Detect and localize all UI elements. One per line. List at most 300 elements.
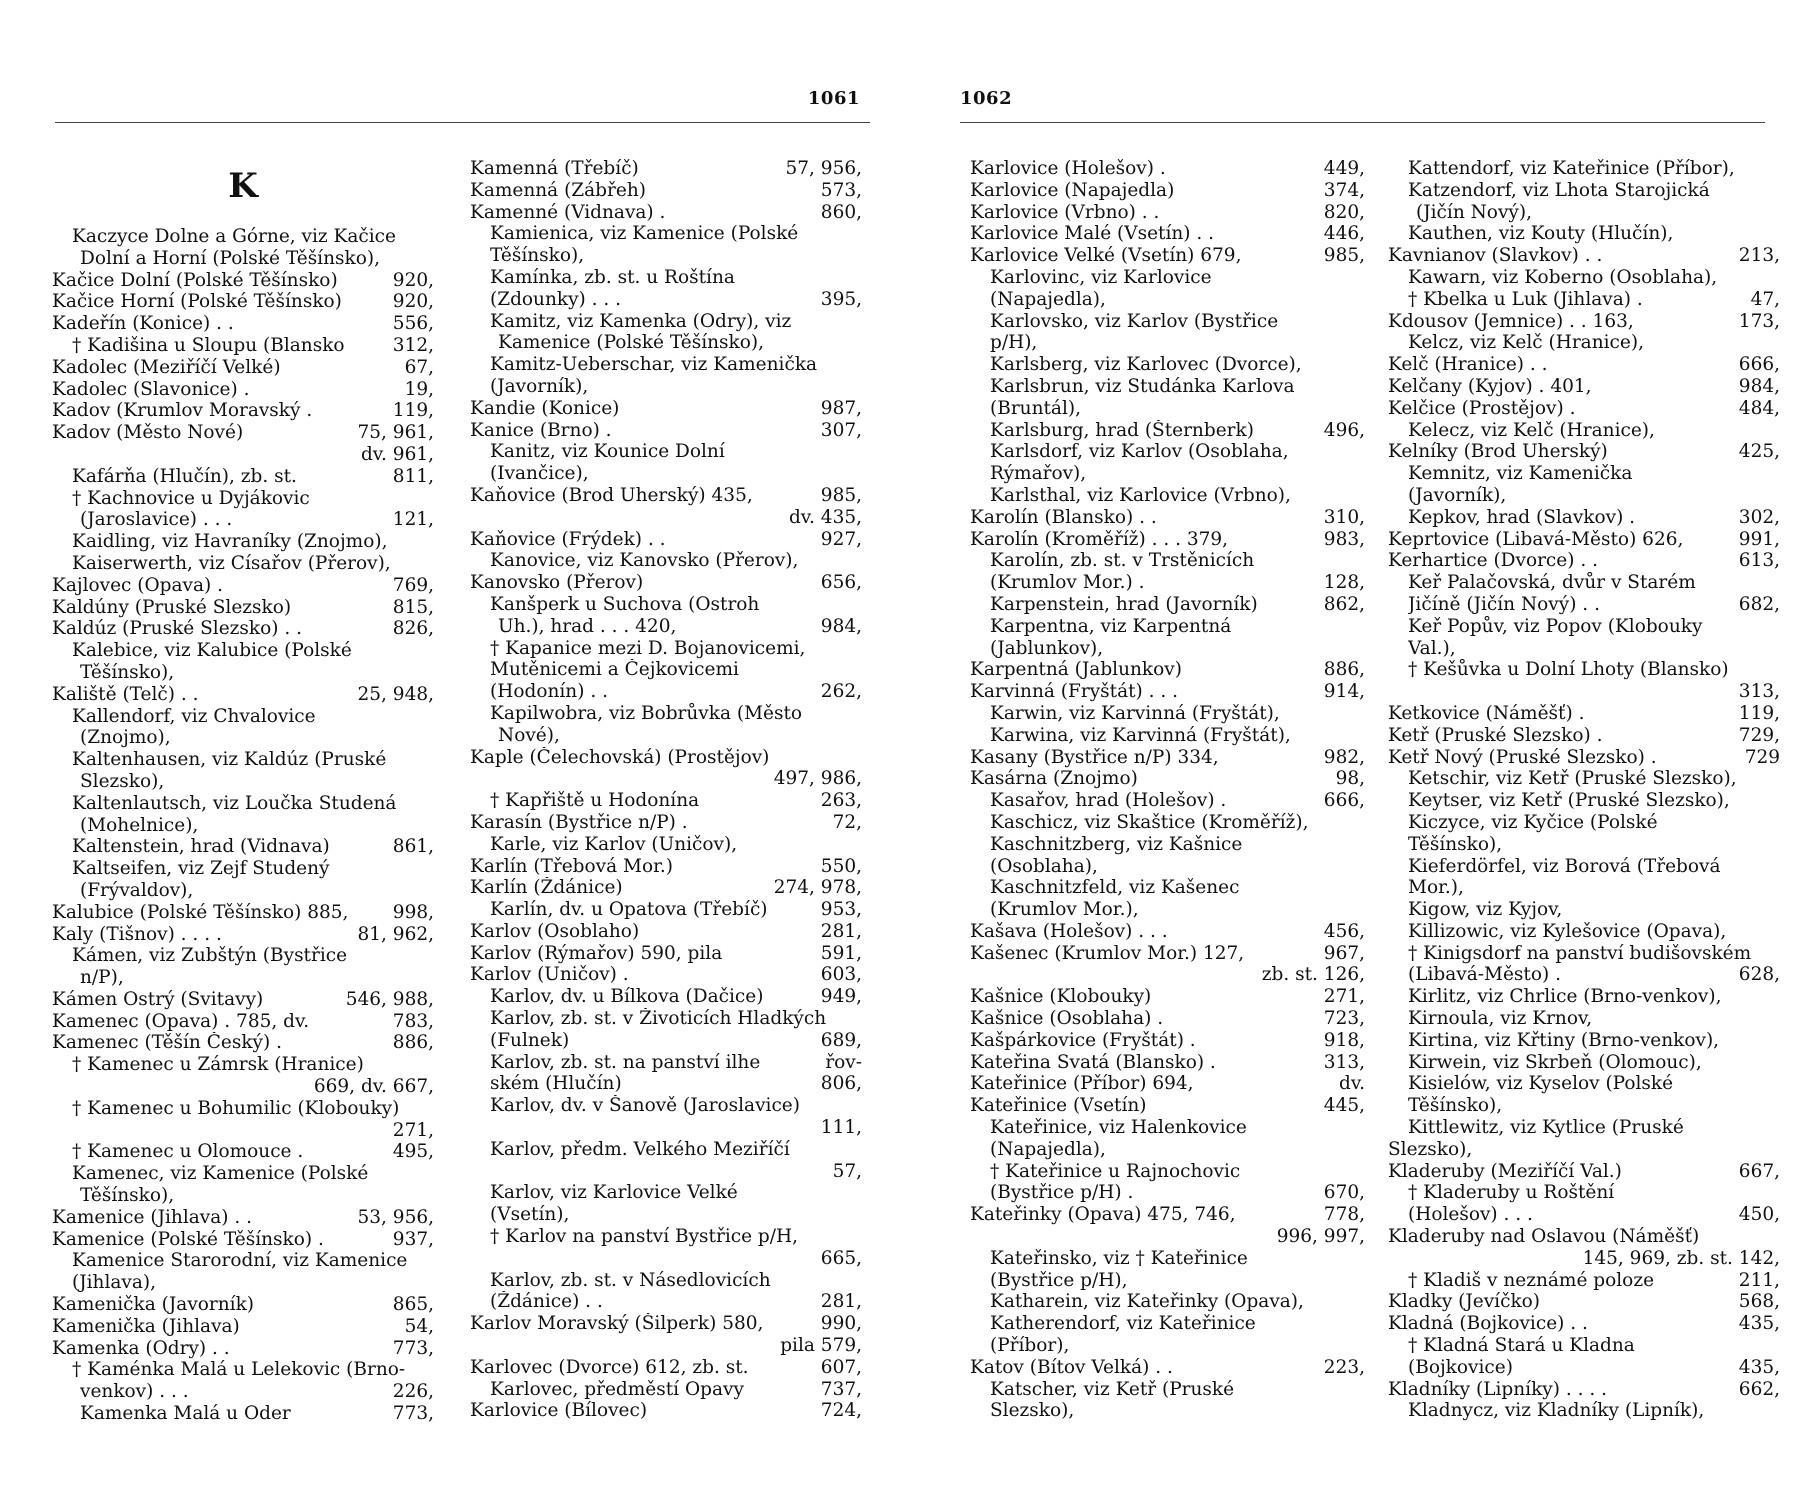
entry-text: Těšínsko), <box>490 245 585 267</box>
entry-reference: 984, <box>820 615 862 637</box>
entry-text: Těšínsko), <box>80 661 175 683</box>
entry-text: Kateřinky (Opava) 475, 746, <box>970 1204 1236 1226</box>
entry-text: Kadeřín (Konice) . . <box>52 313 234 335</box>
entry-text: (Javorník), <box>490 375 589 397</box>
entry-text: Kallendorf, viz Chvalovice <box>72 705 316 727</box>
index-entries <box>52 226 434 1425</box>
entry-text: (Příbor), <box>990 1335 1070 1357</box>
entry-text: † Kladeruby u Roštění <box>1408 1182 1615 1204</box>
column-2 <box>1388 158 1780 1422</box>
entry-reference: 111, <box>820 1117 862 1139</box>
entry-text: Kašava (Holešov) . . . <box>970 920 1168 942</box>
index-entry <box>470 376 862 398</box>
index-entry <box>52 400 434 422</box>
index-entry <box>1388 1030 1780 1052</box>
index-entry <box>1388 202 1780 224</box>
entry-text: Killizowic, viz Kylešovice (Opava), <box>1408 920 1727 942</box>
index-entry <box>1388 267 1780 289</box>
entry-reference: 669, dv. 667, <box>313 1076 434 1098</box>
entry-reference: 729 <box>1744 746 1780 768</box>
entry-reference: 670, <box>1323 1182 1365 1204</box>
index-entry <box>970 1117 1365 1139</box>
index-entry <box>470 1117 862 1139</box>
entry-text: Kateřinsko, viz † Kateřinice <box>990 1247 1248 1269</box>
entry-reference: 861, <box>392 836 434 858</box>
entry-text: Kašpárkovice (Fryštát) . <box>970 1029 1196 1051</box>
index-entry <box>470 703 862 725</box>
entry-reference: 665, <box>820 1247 862 1269</box>
entry-text: † Kamenec u Zámrsk (Hranice) <box>72 1054 364 1076</box>
entry-text: Kavnianov (Slavkov) . . <box>1388 245 1603 267</box>
entry-text: Kigow, viz Kyjov, <box>1408 899 1563 921</box>
index-entry <box>470 790 862 812</box>
entry-text: Kirwein, viz Skrbeň (Olomouc), <box>1408 1051 1702 1073</box>
index-entry <box>52 1011 434 1033</box>
entry-text: Karlov (Osoblaho) <box>470 920 640 942</box>
index-entry <box>470 964 862 986</box>
entry-reference: 953, <box>820 899 862 921</box>
entry-text: Kelčany (Kyjov) . 401, <box>1388 375 1592 397</box>
entry-text: Kieferdörfel, viz Borová (Třebová <box>1408 855 1721 877</box>
entry-text: Ketkovice (Náměšť) . <box>1388 702 1585 724</box>
entry-text: Kladeruby (Meziříčí Val.) <box>1388 1160 1622 1182</box>
entry-reference: 281, <box>820 920 862 942</box>
entry-reference: 984, <box>1738 375 1780 397</box>
entry-text: † Kbelka u Luk (Jihlava) . <box>1408 288 1643 310</box>
index-entry <box>470 1095 862 1117</box>
entry-text: Kamenec (Těšín Český) . <box>52 1032 282 1054</box>
entry-text: Kaschicz, viz Skaštice (Kroměříž), <box>990 811 1309 833</box>
entry-text: Jičíně (Jičín Nový) . . <box>1408 593 1600 615</box>
index-entry <box>970 507 1365 529</box>
index-entry <box>970 1052 1365 1074</box>
entry-text: † Kapanice mezi D. Bojanovicemi, <box>490 637 806 659</box>
entry-reference: pila 579, <box>780 1335 862 1357</box>
entry-text: Kamenná (Zábřeh) <box>470 179 646 201</box>
index-entry <box>52 924 434 946</box>
entry-text: (Krumlov Mor.), <box>990 899 1139 921</box>
entry-text: Kasařov, hrad (Holešov) . <box>990 790 1227 812</box>
page-number: 1062 <box>960 88 1013 109</box>
entry-reference: 886, <box>1323 659 1365 681</box>
index-entry <box>970 158 1365 180</box>
entry-text: Kittlewitz, viz Kytlice (Pruské <box>1408 1117 1684 1139</box>
entry-reference: 395, <box>820 288 862 310</box>
entry-reference: dv. 435, <box>788 506 862 528</box>
index-entry <box>470 289 862 311</box>
entry-text: Kandie (Konice) <box>470 397 620 419</box>
entry-text: Kladky (Jevíčko) <box>1388 1291 1541 1313</box>
entry-text: (Bystřice p/H), <box>990 1269 1128 1291</box>
entry-text: Kateřinice (Vsetín) <box>970 1095 1147 1117</box>
entry-text: Karlovice (Holešov) . <box>970 158 1166 179</box>
entry-reference: 666, <box>1738 354 1780 376</box>
entry-reference: 662, <box>1738 1378 1780 1400</box>
index-entry <box>470 638 862 660</box>
index-entry <box>1388 1117 1780 1139</box>
entry-text: Kirlitz, viz Chrlice (Brno-venkov), <box>1408 986 1722 1008</box>
index-entry <box>470 1248 862 1270</box>
index-entry <box>970 245 1365 267</box>
index-entry <box>1388 856 1780 878</box>
index-entry <box>470 812 862 834</box>
column-1 <box>52 158 434 1425</box>
entry-text: Kadov (Město Nové) <box>52 422 244 444</box>
index-entry <box>1388 725 1780 747</box>
entry-text: Karpentná (Jablunkov) <box>970 659 1182 681</box>
entry-text: Kaltseifen, viz Zejf Studený <box>72 858 330 880</box>
entry-text: † Kešůvka u Dolní Lhoty (Blansko) <box>1408 659 1729 681</box>
entry-text: Karlsburg, hrad (Šternberk) <box>990 419 1254 441</box>
index-entry <box>1388 659 1780 681</box>
entry-text: † Kadišina u Sloupu (Blansko <box>72 334 345 356</box>
index-entry <box>52 444 434 466</box>
index-entry <box>1388 812 1780 834</box>
column-2 <box>470 158 862 1422</box>
entry-text: Karlovice (Napajedla) <box>970 179 1175 201</box>
entry-text: Kamitz, viz Kamenka (Odry), viz <box>490 310 792 332</box>
entry-reference: 996, 997, <box>1276 1226 1365 1248</box>
index-entry <box>970 572 1365 594</box>
entry-text: Kaidling, viz Havraníky (Znojmo), <box>72 531 388 553</box>
index-entry <box>52 1250 434 1272</box>
entry-reference: 446, <box>1323 223 1365 245</box>
index-entry <box>1388 681 1780 703</box>
entry-text: † Kamenec u Olomouce . <box>72 1141 304 1163</box>
entry-text: Keprtovice (Libavá-Město) 626, <box>1388 528 1684 550</box>
entry-text: (Znojmo), <box>80 727 171 749</box>
entry-reference: 374, <box>1323 179 1365 201</box>
index-entry <box>52 1338 434 1360</box>
entry-reference: 613, <box>1738 550 1780 572</box>
index-entry <box>52 422 434 444</box>
entry-text: Kelecz, viz Kelč (Hranice), <box>1408 419 1655 441</box>
entry-reference: 815, <box>392 596 434 618</box>
index-entry <box>52 248 434 270</box>
index-entry <box>470 899 862 921</box>
index-entry <box>52 945 434 967</box>
entry-text: Uh.), hrad . . . 420, <box>498 615 677 637</box>
entry-reference: 998, <box>392 901 434 923</box>
index-entry <box>470 354 862 376</box>
index-entry <box>52 1207 434 1229</box>
entry-reference: 25, 948, <box>357 683 434 705</box>
entry-reference: 211, <box>1738 1269 1780 1291</box>
entry-text: Karwina, viz Karvinná (Fryštát), <box>990 724 1291 746</box>
entry-reference: 773, <box>392 1337 434 1359</box>
entry-text: Kaple (Čelechovská) (Prostějov) <box>470 746 770 768</box>
index-entry <box>52 662 434 684</box>
entry-text: Karpenstein, hrad (Javorník) <box>990 593 1258 615</box>
entry-text: Kašnice (Klobouky) <box>970 986 1152 1008</box>
index-entry <box>970 1008 1365 1030</box>
entry-reference: 937, <box>392 1228 434 1250</box>
entry-text: Kašenec (Krumlov Mor.) 127, <box>970 942 1245 964</box>
entry-text: (Vsetín), <box>490 1204 570 1226</box>
entry-text: Karvinná (Fryštát) . . . <box>970 681 1179 703</box>
entry-text: Kaňovice (Brod Uherský) 435, <box>470 484 753 506</box>
entry-text: (Zdounky) . . . <box>490 288 622 310</box>
entry-reference: dv. 961, <box>360 443 434 465</box>
entry-text: Karlovec (Dvorce) 612, zb. st. <box>470 1356 749 1378</box>
entry-text: † Kinigsdorf na panství budišovském <box>1408 942 1752 964</box>
index-entry <box>1388 354 1780 376</box>
index-entry <box>52 1359 434 1381</box>
index-entry <box>1388 1226 1780 1248</box>
index-entry <box>1388 986 1780 1008</box>
entry-reference: 313, <box>1738 681 1780 703</box>
index-entry <box>1388 1008 1780 1030</box>
entry-reference: 302, <box>1738 506 1780 528</box>
entry-text: Mutěnicemi a Čejkovicemi <box>490 659 739 681</box>
entry-text: Kadov (Krumlov Moravský . <box>52 400 313 422</box>
index-entry <box>470 1270 862 1292</box>
header-rule <box>55 122 870 123</box>
entry-text: Kamienica, viz Kamenice (Polské <box>490 223 799 245</box>
entry-text: Kanitz, viz Kounice Dolní <box>490 441 725 463</box>
entry-text: Karlovsko, viz Karlov (Bystřice <box>990 310 1279 332</box>
entry-text: Katzendorf, viz Lhota Starojická <box>1408 179 1710 201</box>
index-entry <box>970 856 1365 878</box>
entry-text: † Kladná Stará u Kladna <box>1408 1335 1635 1357</box>
index-entry <box>970 1161 1365 1183</box>
index-entry <box>470 1182 862 1204</box>
entry-text: Kaschnitzberg, viz Kašnice <box>990 833 1243 855</box>
index-entry <box>1388 1182 1780 1204</box>
entry-text: Karlovice Malé (Vsetín) . . <box>970 223 1215 245</box>
entry-text: Kalubice (Polské Těšínsko) 885, <box>52 901 349 923</box>
index-entry <box>52 357 434 379</box>
entry-text: Kisielów, viz Kyselov (Polské <box>1408 1073 1674 1095</box>
index-entry <box>470 877 862 899</box>
entry-reference: 603, <box>820 964 862 986</box>
entry-text: Kajlovec (Opava) . <box>52 574 223 596</box>
index-entry <box>470 1313 862 1335</box>
entry-text: Kaschnitzfeld, viz Kašenec <box>990 877 1240 899</box>
entry-text: Kaňovice (Frýdek) . . <box>470 528 666 550</box>
entry-reference: 927, <box>820 528 862 550</box>
entry-text: † Kladiš v neznámé poloze <box>1408 1269 1655 1291</box>
index-entry <box>52 291 434 313</box>
entry-text: Karlín (Třebová Mor.) <box>470 855 674 877</box>
entry-text: Katherendorf, viz Kateřinice <box>990 1313 1256 1335</box>
entry-reference: 307, <box>820 419 862 441</box>
entry-text: Karlov, zb. st. v Životicích Hladkých <box>490 1008 827 1030</box>
entry-text: (Jičín Nový), <box>1416 201 1532 223</box>
entry-reference: 281, <box>820 1291 862 1313</box>
index-entry <box>470 1291 862 1313</box>
right-page <box>905 0 1810 1500</box>
index-entry <box>970 441 1365 463</box>
index-entry <box>1388 289 1780 311</box>
index-entry <box>52 553 434 575</box>
entry-reference: 783, <box>392 1010 434 1032</box>
index-entry <box>52 1141 434 1163</box>
entry-text: Karlov (Uničov) . <box>470 964 629 986</box>
index-entry <box>970 790 1365 812</box>
entry-reference: 119, <box>1738 702 1780 724</box>
entry-reference: 826, <box>392 618 434 640</box>
entry-text: (Napajedla), <box>990 288 1106 310</box>
entry-reference: 262, <box>820 681 862 703</box>
entry-reference: 53, 956, <box>357 1206 434 1228</box>
entry-reference: 449, <box>1323 158 1365 179</box>
entry-reference: 666, <box>1323 790 1365 812</box>
index-entry <box>52 967 434 989</box>
entry-text: Kauthen, viz Kouty (Hlučín), <box>1408 223 1674 245</box>
entry-text: Karlsbrun, viz Studánka Karlova <box>990 375 1295 397</box>
entry-text: Kelníky (Brod Uherský) <box>1388 441 1608 463</box>
index-entry <box>52 1032 434 1054</box>
entry-text: (Bojkovice) <box>1408 1356 1513 1378</box>
entry-text: Kaltenstein, hrad (Vidnava) <box>72 836 330 858</box>
index-entry <box>1388 158 1780 180</box>
entry-text: (Napajedla), <box>990 1138 1106 1160</box>
entry-text: Kasárna (Znojmo) <box>970 768 1138 790</box>
index-entry <box>970 1204 1365 1226</box>
index-entry <box>1388 1073 1780 1095</box>
entry-text: Kladníky (Lipníky) . . . . <box>1388 1378 1608 1400</box>
index-entry <box>470 507 862 529</box>
index-entry <box>470 441 862 463</box>
entry-reference: 496, <box>1323 419 1365 441</box>
entry-reference: 983, <box>1323 528 1365 550</box>
index-entry <box>470 550 862 572</box>
entry-text: Kamenná (Třebíč) <box>470 158 639 179</box>
index-entry <box>970 1248 1365 1270</box>
index-entry <box>52 618 434 640</box>
entry-text: (Javorník), <box>1408 484 1507 506</box>
index-entry <box>970 1182 1365 1204</box>
entry-text: (Jablunkov), <box>990 637 1104 659</box>
index-entry <box>1388 964 1780 986</box>
index-entry <box>970 638 1365 660</box>
index-entry <box>52 684 434 706</box>
entry-reference: 656, <box>820 572 862 594</box>
index-entry <box>52 575 434 597</box>
index-entry <box>470 1357 862 1379</box>
column-1 <box>970 158 1365 1422</box>
entry-text: Kamenice (Polské Těšínsko) . <box>52 1228 324 1250</box>
entry-reference: 689, <box>820 1029 862 1051</box>
index-entry <box>970 289 1365 311</box>
entry-text: Karlsthal, viz Karlovice (Vrbno), <box>990 484 1291 506</box>
index-entry <box>970 747 1365 769</box>
index-entry <box>970 681 1365 703</box>
entry-text: Katscher, viz Ketř (Pruské <box>990 1378 1235 1400</box>
entry-reference: 724, <box>820 1400 862 1422</box>
entry-text: Slezsko), <box>80 770 165 792</box>
index-entry <box>1388 768 1780 790</box>
index-entry <box>1388 834 1780 856</box>
entry-text: venkov) . . . <box>80 1381 189 1403</box>
index-entry <box>52 1076 434 1098</box>
entry-text: Karlov, předm. Velkého Meziříčí <box>490 1138 790 1160</box>
index-entry <box>470 659 862 681</box>
entry-text: Karolín (Kroměříž) . . . 379, <box>970 528 1229 550</box>
entry-text: (Hodonín) . . <box>490 681 608 703</box>
entry-reference: 57, 956, <box>785 158 862 179</box>
entry-reference: 667, <box>1738 1160 1780 1182</box>
index-entry <box>52 1403 434 1425</box>
entry-reference: 886, <box>392 1032 434 1054</box>
index-entry <box>970 311 1365 333</box>
index-entry <box>52 270 434 292</box>
entry-text: Těšínsko), <box>1408 833 1503 855</box>
index-entry <box>970 964 1365 986</box>
index-entry <box>470 267 862 289</box>
index-entry <box>52 1163 434 1185</box>
index-entry <box>1388 1291 1780 1313</box>
entry-text: Nové), <box>498 724 560 746</box>
index-entry <box>970 485 1365 507</box>
entry-text: Karlov, dv. u Bílkova (Dačice) <box>490 986 764 1008</box>
entry-text: Karlín, dv. u Opatova (Třebíč) <box>490 899 768 921</box>
entry-reference: 274, 978, <box>773 877 862 899</box>
index-entry <box>1388 223 1780 245</box>
entry-reference: 990, <box>820 1313 862 1335</box>
entry-reference: 987, <box>820 397 862 419</box>
entry-reference: 773, <box>392 1403 434 1425</box>
entry-reference: 75, 961, <box>357 422 434 444</box>
index-entry <box>470 1379 862 1401</box>
index-entry <box>1388 921 1780 943</box>
index-entry <box>470 594 862 616</box>
entry-reference: 497, 986, <box>773 768 862 790</box>
index-entry <box>1388 180 1780 202</box>
index-entry <box>470 1139 862 1161</box>
index-entry <box>970 1335 1365 1357</box>
entry-text: Kaczyce Dolne a Górne, viz Kačice <box>72 226 396 247</box>
entry-text: Kámen Ostrý (Svitavy) <box>52 988 264 1010</box>
entry-text: Kateřinice (Příbor) 694, <box>970 1073 1194 1095</box>
entry-reference: 729, <box>1738 724 1780 746</box>
entry-text: † Kamenec u Bohumilic (Klobouky) <box>72 1097 400 1119</box>
header-rule <box>960 122 1765 123</box>
entry-reference: řov- <box>825 1051 862 1073</box>
entry-text: (Frývaldov), <box>80 879 194 901</box>
entry-reference: 806, <box>820 1073 862 1095</box>
index-entry <box>52 1294 434 1316</box>
entry-text: Kačice Dolní (Polské Těšínsko) <box>52 269 338 291</box>
entry-text: Ketř (Pruské Slezsko) . <box>1388 724 1603 746</box>
index-entry <box>52 509 434 531</box>
entry-text: Kačice Horní (Polské Těšínsko) <box>52 291 342 313</box>
index-entry <box>970 267 1365 289</box>
entry-text: Kámen, viz Zubštýn (Bystřice <box>72 945 348 967</box>
index-entry <box>470 747 862 769</box>
index-entry <box>470 921 862 943</box>
entry-text: Kerhartice (Dvorce) . . <box>1388 550 1598 572</box>
entry-reference: 591, <box>820 942 862 964</box>
index-entry <box>52 313 434 335</box>
index-entry <box>52 597 434 619</box>
entry-text: Karlovice (Vrbno) . . <box>970 201 1160 223</box>
entry-reference: 484, <box>1738 397 1780 419</box>
index-entry <box>470 202 862 224</box>
entry-reference: 920, <box>392 291 434 313</box>
index-entry <box>1388 1095 1780 1117</box>
entry-text: Karolín (Blansko) . . <box>970 506 1157 528</box>
index-entry <box>470 1052 862 1074</box>
entry-text: Kanovsko (Přerov) <box>470 572 644 594</box>
entry-text: Kamenka (Odry) . . <box>52 1337 230 1359</box>
index-entry <box>970 223 1365 245</box>
entry-reference: 568, <box>1738 1291 1780 1313</box>
entry-reference: 445, <box>1323 1095 1365 1117</box>
index-entry <box>52 902 434 924</box>
index-entries <box>1388 158 1780 1422</box>
